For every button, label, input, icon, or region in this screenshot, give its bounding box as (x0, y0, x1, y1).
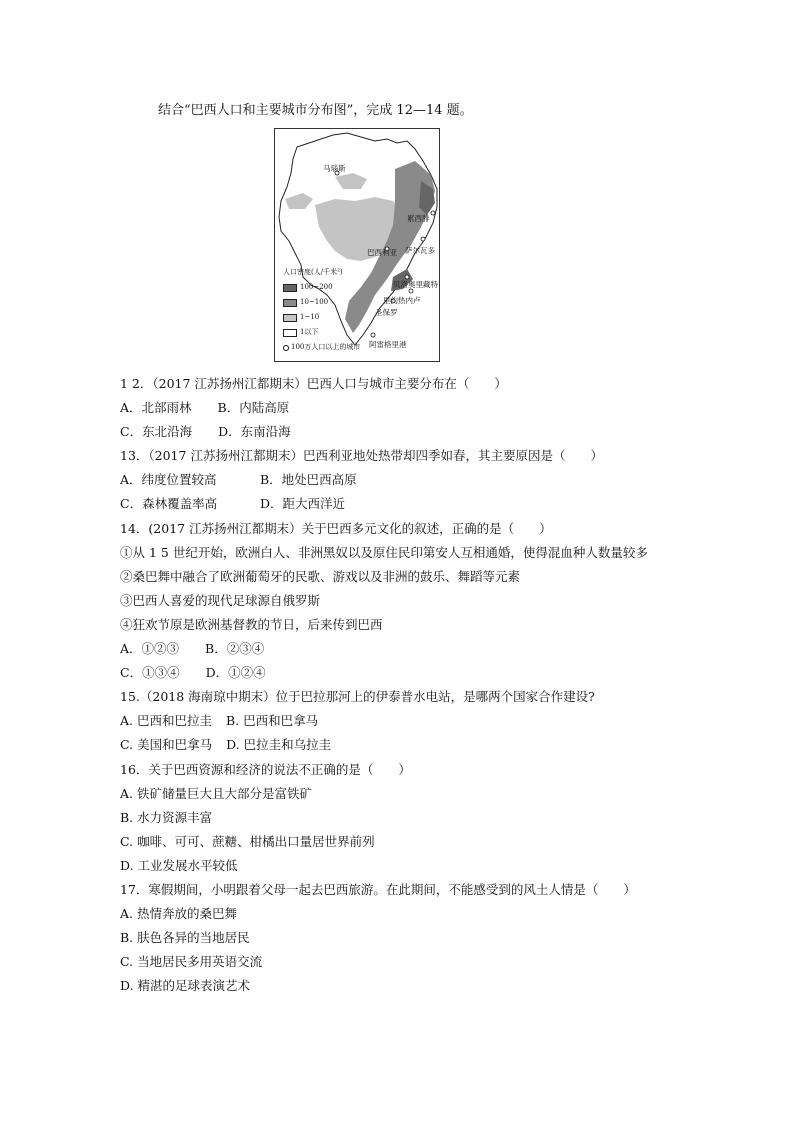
option-c: C. 美国和巴拿马 (120, 737, 213, 753)
option-line (120, 661, 720, 685)
city-dot-porto-alegre (371, 333, 375, 337)
option-d: D. 精湛的足球表演艺术 (120, 978, 251, 994)
city-label-recife: 累西腓 (407, 214, 430, 223)
option-d: D．①②④ (205, 665, 266, 681)
legend-row (283, 310, 360, 325)
option-c: C. 咖啡、可可、蔗糖、柑橘出口量居世界前列 (120, 833, 375, 849)
option-line (120, 709, 720, 733)
option-line (120, 420, 720, 444)
legend-row (283, 280, 360, 295)
option-c: C. 当地居民多用英语交流 (120, 954, 263, 970)
question-stem: 15.（2018 海南琼中期末）位于巴拉那河上的伊泰普水电站，是哪两个国家合作建设? (120, 689, 595, 705)
option-b: B. 水力资源丰富 (120, 809, 213, 825)
option-a: A．北部雨林 (120, 400, 192, 416)
legend-label: 1~10 (300, 313, 320, 321)
statement: ④狂欢节原是欧洲基督教的节日，后来传到巴西 (120, 616, 383, 632)
option-b: B. 巴西和巴拿马 (225, 713, 319, 729)
option-b: B．②③④ (205, 641, 265, 657)
option-line (120, 733, 720, 757)
city-label-porto-alegre: 阿雷格里港 (369, 340, 407, 349)
option-line (120, 637, 720, 661)
city-symbol-icon (283, 345, 289, 351)
question-stem: 16．关于巴西资源和经济的说法不正确的是（ ） (120, 761, 411, 777)
question-stem: 17．寒假期间，小明跟着父母一起去巴西旅游。在此期间，不能感受到的风土人情是（ ） (120, 881, 636, 897)
legend-row (283, 325, 360, 340)
statement: ①从 1 5 世纪开始，欧洲白人、非洲黑奴以及原住民印第安人互相通婚，使得混血种人数量较多 (120, 544, 648, 560)
question-stem: 14．(2017 江苏扬州江都期末）关于巴西多元文化的叙述，正确的是（ ） (120, 520, 552, 536)
option-b: B. 肤色各异的当地居民 (120, 930, 250, 946)
option-line (120, 396, 720, 420)
brazil-population-map (274, 128, 440, 362)
option-c: C．东北沿海 (120, 424, 193, 440)
option-b: B．内陆高原 (217, 400, 290, 416)
option-b: B．地处巴西高原 (260, 472, 357, 488)
option-a: A．纬度位置较高 (120, 472, 217, 488)
legend-swatch (283, 329, 297, 337)
option-d: D．东南沿海 (218, 424, 291, 440)
option-a: A. 巴西和巴拉圭 (120, 713, 212, 729)
option-c: C．①③④ (120, 665, 180, 681)
city-label-rio: 里约热内卢 (383, 296, 421, 305)
option-d: D．距大西洋近 (260, 496, 346, 512)
legend-label: 1以下 (300, 328, 319, 336)
option-d: D. 工业发展水平较低 (120, 857, 238, 873)
option-a: A. 热情奔放的桑巴舞 (120, 906, 237, 922)
city-label-salvador: 萨尔瓦多 (405, 246, 435, 255)
legend-swatch (283, 314, 297, 322)
city-label-manaus: 马瑙斯 (323, 164, 346, 173)
question-list (120, 372, 720, 998)
city-label-brasilia: 巴西利亚 (367, 248, 397, 257)
legend-swatch (283, 299, 297, 307)
intro-text: 结合“巴西人口和主要城市分布图”，完成 12—14 题。 (158, 103, 473, 118)
option-line (120, 468, 720, 492)
option-a: A. 铁矿储量巨大且大部分是富铁矿 (120, 785, 312, 801)
city-dot-salvador (421, 237, 425, 241)
city-label-belo-horizonte: 贝洛奥里藏特 (393, 280, 438, 289)
legend-row-city (283, 340, 360, 355)
legend-swatch (283, 284, 297, 292)
legend-city-label: 100万人口以上的城市 (291, 343, 361, 351)
option-c: C．森林覆盖率高 (120, 496, 218, 512)
legend-row (283, 295, 360, 310)
city-label-sao-paulo: 圣保罗 (375, 308, 398, 317)
city-dot-recife (431, 211, 435, 215)
statement: ②桑巴舞中融合了欧洲葡萄牙的民歌、游戏以及非洲的鼓乐、舞蹈等元素 (120, 568, 521, 584)
option-a: A．①②③ (120, 641, 180, 657)
option-d: D. 巴拉圭和乌拉圭 (226, 737, 332, 753)
map-legend (283, 269, 360, 355)
question-stem: 13．（2017 江苏扬州江都期末）巴西利亚地处热带却四季如春，其主要原因是（ ） (120, 448, 603, 464)
legend-label: 10~100 (300, 298, 329, 306)
option-line (120, 492, 720, 516)
question-stem: 1 2．（2017 江苏扬州江都期末）巴西人口与城市主要分布在（ ） (120, 376, 507, 391)
statement: ③巴西人喜爱的现代足球源自俄罗斯 (120, 592, 321, 608)
legend-label: 100~200 (300, 283, 333, 291)
legend-title: 人口密度(人/千米²) (283, 268, 343, 276)
